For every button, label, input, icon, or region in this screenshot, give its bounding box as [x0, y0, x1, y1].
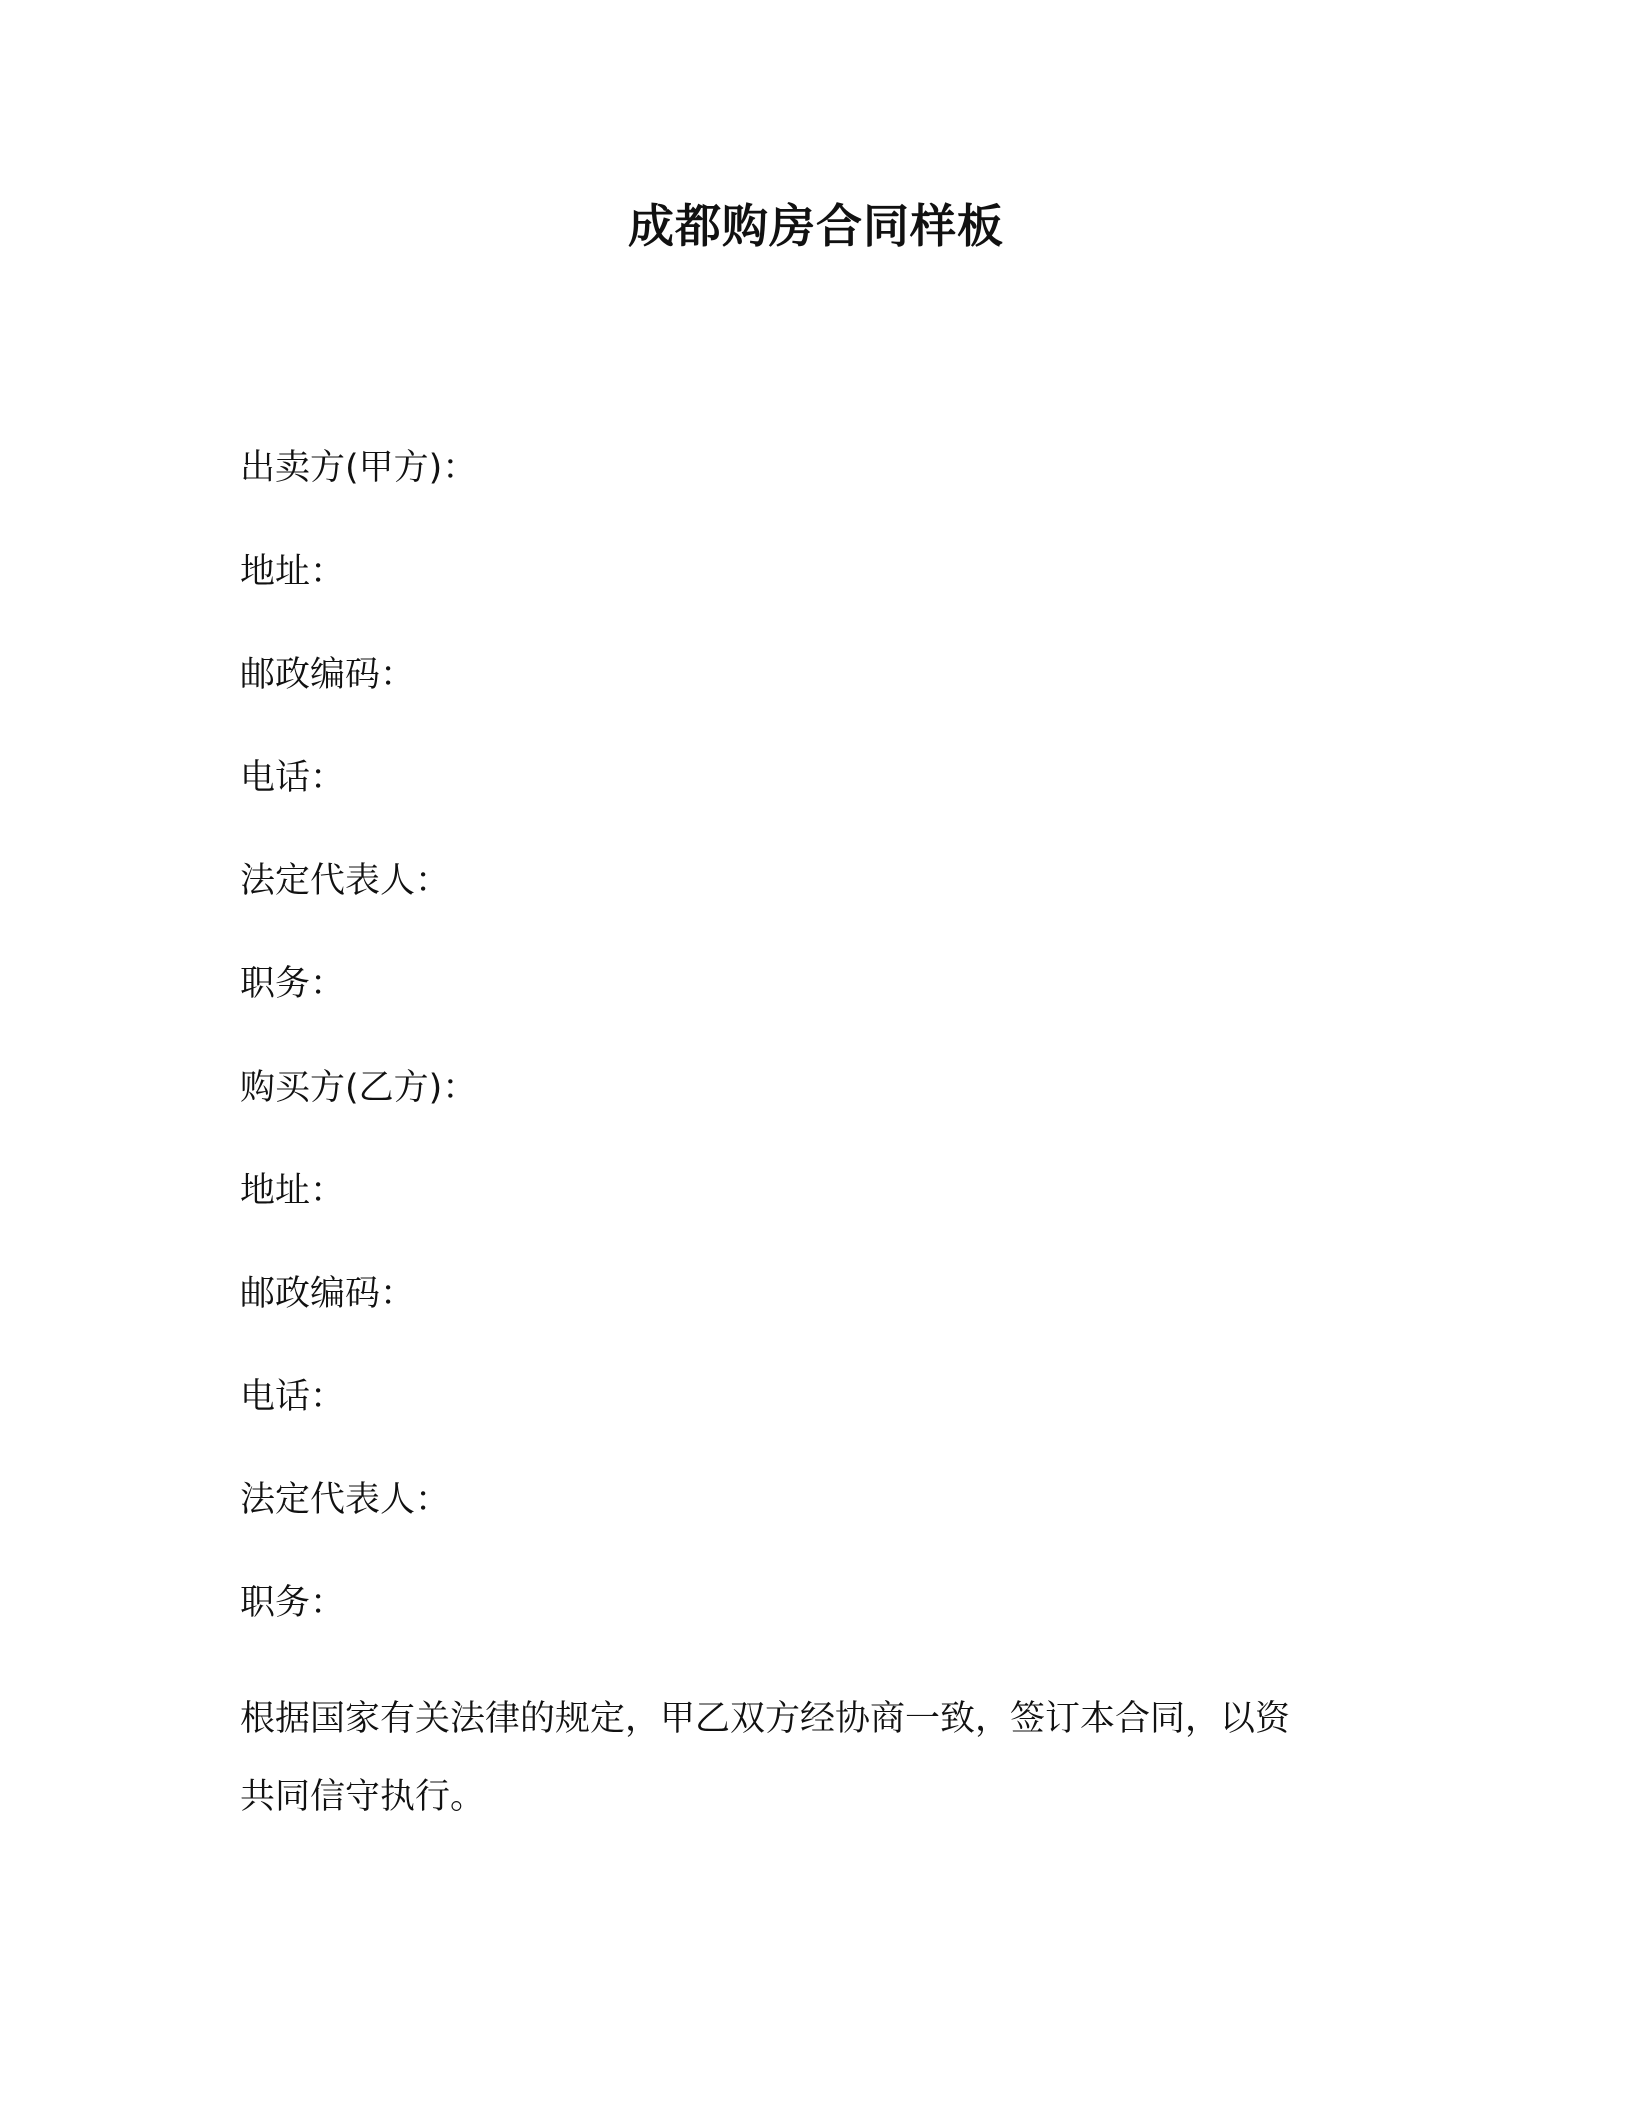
- buyer-legal-rep-label: 法定代表人：: [240, 1480, 451, 1520]
- buyer-party-label: 购买方(乙方)：: [240, 1068, 478, 1108]
- seller-postcode-label: 邮政编码：: [240, 655, 416, 695]
- preamble-line-2: 共同信守执行。: [240, 1777, 486, 1817]
- seller-phone-label: 电话：: [240, 758, 346, 798]
- buyer-phone-label: 电话：: [240, 1377, 346, 1417]
- seller-party-label: 出卖方(甲方)：: [240, 448, 478, 488]
- preamble-paragraph: [240, 1680, 1360, 1836]
- buyer-postcode-label: 邮政编码：: [240, 1274, 416, 1314]
- seller-address-label: 地址：: [240, 552, 346, 592]
- buyer-position-label: 职务：: [240, 1583, 346, 1623]
- preamble-line-1: 根据国家有关法律的规定，甲乙双方经协商一致，签订本合同，以资: [240, 1699, 1291, 1739]
- seller-legal-rep-label: 法定代表人：: [240, 861, 451, 901]
- buyer-address-label: 地址：: [240, 1171, 346, 1211]
- page-title: 成都购房合同样板: [628, 199, 1004, 253]
- seller-position-label: 职务：: [240, 964, 346, 1004]
